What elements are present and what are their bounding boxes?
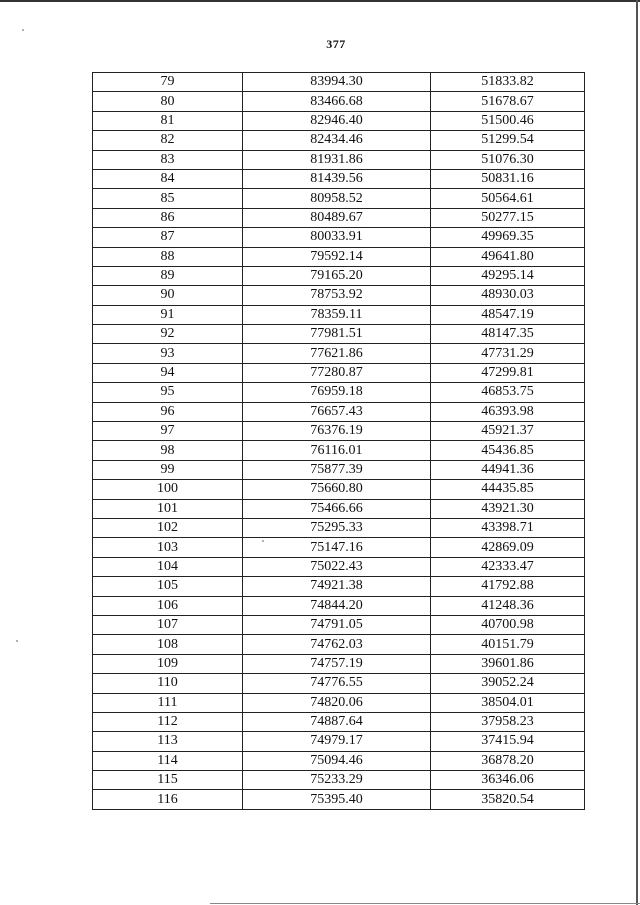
- value-a-cell: 78753.92: [243, 286, 431, 305]
- row-index-cell: 97: [93, 422, 243, 441]
- row-index-cell: 115: [93, 771, 243, 790]
- row-index-cell: 80: [93, 92, 243, 111]
- scan-speck: [16, 640, 18, 642]
- table-row: [93, 771, 585, 790]
- value-b-cell: 48930.03: [431, 286, 585, 305]
- value-b-cell: 35820.54: [431, 790, 585, 809]
- row-index-cell: 83: [93, 150, 243, 169]
- table-row: [93, 111, 585, 130]
- value-b-cell: 51076.30: [431, 150, 585, 169]
- row-index-cell: 113: [93, 732, 243, 751]
- value-a-cell: 82946.40: [243, 111, 431, 130]
- row-index-cell: 87: [93, 228, 243, 247]
- value-a-cell: 79165.20: [243, 266, 431, 285]
- page-bottom-edge: [210, 903, 640, 904]
- value-b-cell: 38504.01: [431, 693, 585, 712]
- value-a-cell: 74757.19: [243, 654, 431, 673]
- table-row: [93, 790, 585, 809]
- table-row: [93, 150, 585, 169]
- table-row: [93, 674, 585, 693]
- table-row: [93, 557, 585, 576]
- value-a-cell: 77981.51: [243, 325, 431, 344]
- value-a-cell: 75094.46: [243, 751, 431, 770]
- row-index-cell: 112: [93, 712, 243, 731]
- value-b-cell: 41248.36: [431, 596, 585, 615]
- table-row: [93, 402, 585, 421]
- row-index-cell: 85: [93, 189, 243, 208]
- table-row: [93, 92, 585, 111]
- value-b-cell: 44941.36: [431, 460, 585, 479]
- row-index-cell: 91: [93, 305, 243, 324]
- row-index-cell: 95: [93, 383, 243, 402]
- value-a-cell: 74791.05: [243, 615, 431, 634]
- scan-speck: [22, 29, 24, 31]
- row-index-cell: 107: [93, 615, 243, 634]
- value-a-cell: 75660.80: [243, 480, 431, 499]
- table-row: [93, 615, 585, 634]
- value-a-cell: 74820.06: [243, 693, 431, 712]
- table-row: [93, 247, 585, 266]
- value-b-cell: 49641.80: [431, 247, 585, 266]
- value-a-cell: 78359.11: [243, 305, 431, 324]
- value-b-cell: 49295.14: [431, 266, 585, 285]
- row-index-cell: 102: [93, 518, 243, 537]
- value-b-cell: 51299.54: [431, 131, 585, 150]
- value-a-cell: 75466.66: [243, 499, 431, 518]
- table-row: [93, 577, 585, 596]
- value-b-cell: 36878.20: [431, 751, 585, 770]
- row-index-cell: 84: [93, 169, 243, 188]
- row-index-cell: 79: [93, 73, 243, 92]
- value-a-cell: 80958.52: [243, 189, 431, 208]
- row-index-cell: 100: [93, 480, 243, 499]
- value-b-cell: 49969.35: [431, 228, 585, 247]
- value-b-cell: 43921.30: [431, 499, 585, 518]
- value-b-cell: 42333.47: [431, 557, 585, 576]
- value-a-cell: 74776.55: [243, 674, 431, 693]
- table-row: [93, 538, 585, 557]
- value-b-cell: 43398.71: [431, 518, 585, 537]
- row-index-cell: 88: [93, 247, 243, 266]
- table-body: [93, 73, 585, 810]
- table-row: [93, 732, 585, 751]
- row-index-cell: 86: [93, 208, 243, 227]
- value-a-cell: 74921.38: [243, 577, 431, 596]
- row-index-cell: 108: [93, 635, 243, 654]
- value-a-cell: 83466.68: [243, 92, 431, 111]
- table-row: [93, 266, 585, 285]
- value-a-cell: 76376.19: [243, 422, 431, 441]
- value-a-cell: 80033.91: [243, 228, 431, 247]
- value-a-cell: 81439.56: [243, 169, 431, 188]
- value-a-cell: 74887.64: [243, 712, 431, 731]
- table-row: [93, 635, 585, 654]
- row-index-cell: 104: [93, 557, 243, 576]
- row-index-cell: 82: [93, 131, 243, 150]
- value-b-cell: 45436.85: [431, 441, 585, 460]
- table-row: [93, 363, 585, 382]
- row-index-cell: 101: [93, 499, 243, 518]
- table-row: [93, 518, 585, 537]
- page-right-edge: [636, 0, 638, 905]
- value-b-cell: 45921.37: [431, 422, 585, 441]
- value-b-cell: 48547.19: [431, 305, 585, 324]
- table-row: [93, 460, 585, 479]
- value-b-cell: 48147.35: [431, 325, 585, 344]
- value-a-cell: 74762.03: [243, 635, 431, 654]
- table-row: [93, 712, 585, 731]
- row-index-cell: 109: [93, 654, 243, 673]
- row-index-cell: 96: [93, 402, 243, 421]
- value-a-cell: 76657.43: [243, 402, 431, 421]
- table-row: [93, 499, 585, 518]
- row-index-cell: 93: [93, 344, 243, 363]
- table-row: [93, 480, 585, 499]
- value-a-cell: 75233.29: [243, 771, 431, 790]
- row-index-cell: 99: [93, 460, 243, 479]
- value-a-cell: 77621.86: [243, 344, 431, 363]
- value-b-cell: 40151.79: [431, 635, 585, 654]
- table-row: [93, 189, 585, 208]
- value-a-cell: 75395.40: [243, 790, 431, 809]
- row-index-cell: 94: [93, 363, 243, 382]
- value-b-cell: 37958.23: [431, 712, 585, 731]
- row-index-cell: 110: [93, 674, 243, 693]
- table-row: [93, 169, 585, 188]
- table-row: [93, 325, 585, 344]
- table-row: [93, 131, 585, 150]
- value-a-cell: 75877.39: [243, 460, 431, 479]
- row-index-cell: 114: [93, 751, 243, 770]
- value-b-cell: 51833.82: [431, 73, 585, 92]
- value-b-cell: 36346.06: [431, 771, 585, 790]
- value-a-cell: 77280.87: [243, 363, 431, 382]
- value-a-cell: 81931.86: [243, 150, 431, 169]
- row-index-cell: 116: [93, 790, 243, 809]
- table-row: [93, 305, 585, 324]
- value-a-cell: 74844.20: [243, 596, 431, 615]
- value-a-cell: 82434.46: [243, 131, 431, 150]
- row-index-cell: 89: [93, 266, 243, 285]
- value-a-cell: 74979.17: [243, 732, 431, 751]
- page-top-edge: [0, 0, 640, 2]
- row-index-cell: 90: [93, 286, 243, 305]
- table-row: [93, 751, 585, 770]
- table-row: [93, 422, 585, 441]
- value-b-cell: 41792.88: [431, 577, 585, 596]
- row-index-cell: 92: [93, 325, 243, 344]
- table-row: [93, 383, 585, 402]
- table-row: [93, 344, 585, 363]
- row-index-cell: 98: [93, 441, 243, 460]
- table-row: [93, 693, 585, 712]
- value-a-cell: 75022.43: [243, 557, 431, 576]
- value-b-cell: 40700.98: [431, 615, 585, 634]
- value-b-cell: 51500.46: [431, 111, 585, 130]
- row-index-cell: 81: [93, 111, 243, 130]
- value-a-cell: 79592.14: [243, 247, 431, 266]
- value-a-cell: 83994.30: [243, 73, 431, 92]
- value-b-cell: 39601.86: [431, 654, 585, 673]
- value-b-cell: 51678.67: [431, 92, 585, 111]
- value-b-cell: 42869.09: [431, 538, 585, 557]
- value-b-cell: 39052.24: [431, 674, 585, 693]
- value-b-cell: 46853.75: [431, 383, 585, 402]
- value-b-cell: 50831.16: [431, 169, 585, 188]
- row-index-cell: 103: [93, 538, 243, 557]
- value-b-cell: 50564.61: [431, 189, 585, 208]
- table-row: [93, 228, 585, 247]
- row-index-cell: 106: [93, 596, 243, 615]
- table-row: [93, 208, 585, 227]
- row-index-cell: 105: [93, 577, 243, 596]
- value-a-cell: 76116.01: [243, 441, 431, 460]
- table-row: [93, 286, 585, 305]
- value-b-cell: 37415.94: [431, 732, 585, 751]
- value-b-cell: 44435.85: [431, 480, 585, 499]
- value-b-cell: 47299.81: [431, 363, 585, 382]
- data-table: [92, 72, 585, 810]
- value-a-cell: 75147.16: [243, 538, 431, 557]
- value-b-cell: 46393.98: [431, 402, 585, 421]
- table-row: [93, 596, 585, 615]
- value-b-cell: 47731.29: [431, 344, 585, 363]
- value-a-cell: 80489.67: [243, 208, 431, 227]
- table-row: [93, 441, 585, 460]
- row-index-cell: 111: [93, 693, 243, 712]
- table-row: [93, 654, 585, 673]
- page-number: 377: [326, 37, 346, 51]
- value-a-cell: 75295.33: [243, 518, 431, 537]
- value-a-cell: 76959.18: [243, 383, 431, 402]
- value-b-cell: 50277.15: [431, 208, 585, 227]
- table-row: [93, 73, 585, 92]
